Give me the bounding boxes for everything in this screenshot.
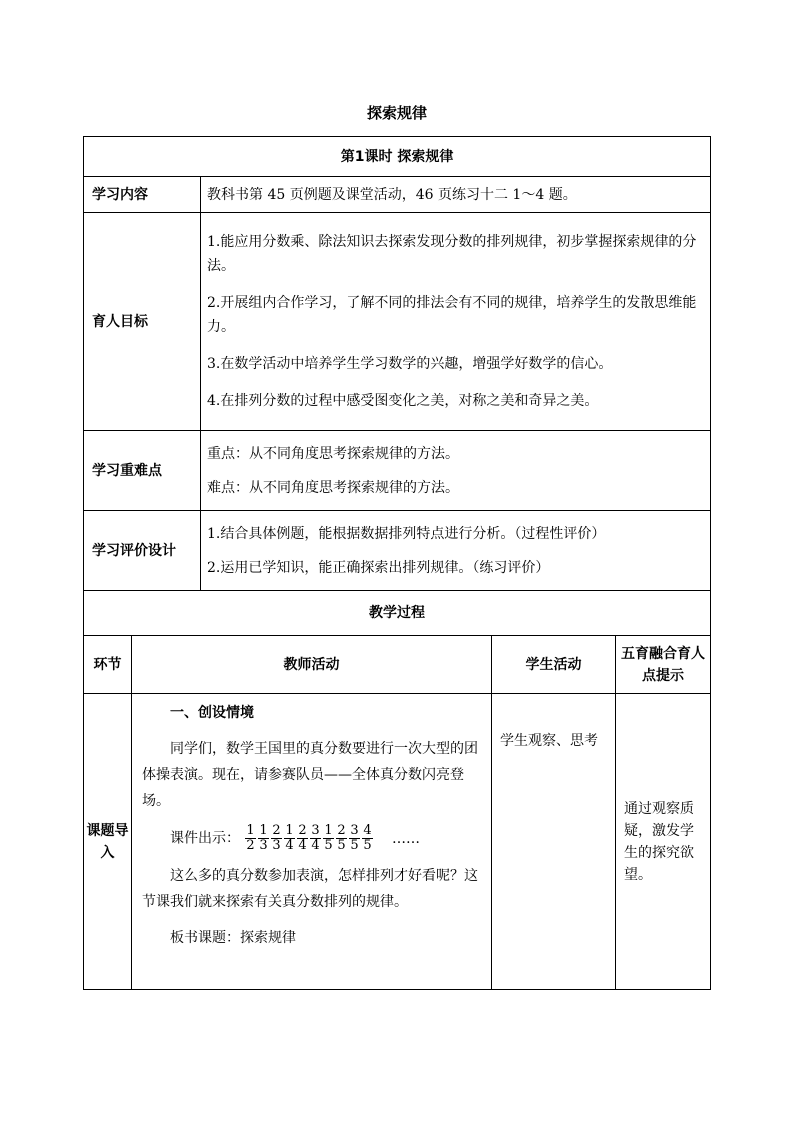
content-label: 学习内容 [84,177,201,213]
column-student: 学生活动 [492,636,616,694]
lesson-title: 第1课时 探索规律 [84,137,711,177]
fraction-denominator: 5 [324,838,333,853]
process-header: 教学过程 [84,591,711,636]
fraction-numerator: 1 [246,823,255,838]
stage-intro-label: 课题导入 [86,822,129,861]
evaluation-list [201,511,711,591]
education-tip: 通过观察质疑，激发学生的探究欲望。 [616,694,711,990]
content-text: 教科书第 45 页例题及课堂活动，46 页练习十二 1～4 题。 [201,177,711,213]
fraction [362,824,374,853]
courseware-line [142,824,481,853]
column-tip: 五育融合育人点提示 [616,636,711,694]
section-title: 一、创设情境 [170,705,254,721]
fraction-numerator: 3 [311,823,320,838]
fraction [349,824,361,853]
fraction-denominator: 4 [311,838,320,853]
ellipsis: …… [392,830,420,847]
fraction-denominator: 4 [298,838,307,853]
fraction [297,824,309,853]
evaluation-label: 学习评价设计 [84,511,201,591]
goal-item: 2.开展组内合作学习，了解不同的排法会有不同的规律，培养学生的发散思维能力。 [207,295,697,335]
fraction-denominator: 5 [363,838,372,853]
fraction [258,824,270,853]
goal-item: 4.在排列分数的过程中感受图变化之美，对称之美和奇异之美。 [207,393,599,409]
evaluation-item: 2.运用已学知识，能正确探索出排列规律。（练习评价） [207,559,550,576]
fraction [336,824,348,853]
goal-item: 3.在数学活动中培养学生学习数学的兴趣，增强学好数学的信心。 [207,356,613,372]
evaluation-item: 1.结合具体例题，能根据数据排列特点进行分析。（过程性评价） [207,525,606,542]
fraction [284,824,296,853]
fraction-numerator: 1 [324,823,333,838]
fraction [245,824,257,853]
fraction-numerator: 2 [298,823,307,838]
fraction-denominator: 3 [259,838,268,853]
fraction-denominator: 4 [285,838,294,853]
fraction-numerator: 3 [350,823,359,838]
fraction-numerator: 1 [259,823,268,838]
board-title: 板书课题：探索规律 [170,930,296,946]
fraction [323,824,335,853]
goals-label: 育人目标 [84,213,201,431]
fraction [271,824,283,853]
key-points-label: 学习重难点 [84,431,201,511]
fraction-denominator: 5 [350,838,359,853]
key-points-list [201,431,711,511]
fraction-denominator: 5 [337,838,346,853]
key-point-item: 难点：从不同角度思考探索规律的方法。 [207,479,459,496]
student-activity: 学生观察、思考 [492,694,616,990]
fraction-denominator: 2 [246,838,255,853]
courseware-label: 课件出示： [170,830,240,847]
fraction-numerator: 1 [285,823,294,838]
lesson-plan-table [83,136,711,990]
document-title: 探索规律 [366,104,427,122]
teacher-paragraph: 这么多的真分数参加表演，怎样排列才好看呢？这节课我们就来探索有关真分数排列的规律。 [142,868,478,910]
fraction-numerator: 2 [337,823,346,838]
column-teacher: 教师活动 [132,636,492,694]
stage-intro [84,694,132,990]
fraction-denominator: 3 [272,838,281,853]
fraction-sequence [244,824,374,853]
fraction-numerator: 2 [272,823,281,838]
teacher-paragraph: 同学们，数学王国里的真分数要进行一次大型的团体操表演。现在，请参赛队员——全体真分数闪亮登场。 [142,741,478,809]
teacher-activity [132,694,492,990]
key-point-item: 重点：从不同角度思考探索规律的方法。 [207,445,459,462]
goal-item: 1.能应用分数乘、除法知识去探索发现分数的排列规律，初步掌握探索规律的分法。 [207,234,697,274]
column-stage: 环节 [84,636,132,694]
fraction-numerator: 4 [363,823,372,838]
fraction [310,824,322,853]
goals-list [201,213,711,431]
